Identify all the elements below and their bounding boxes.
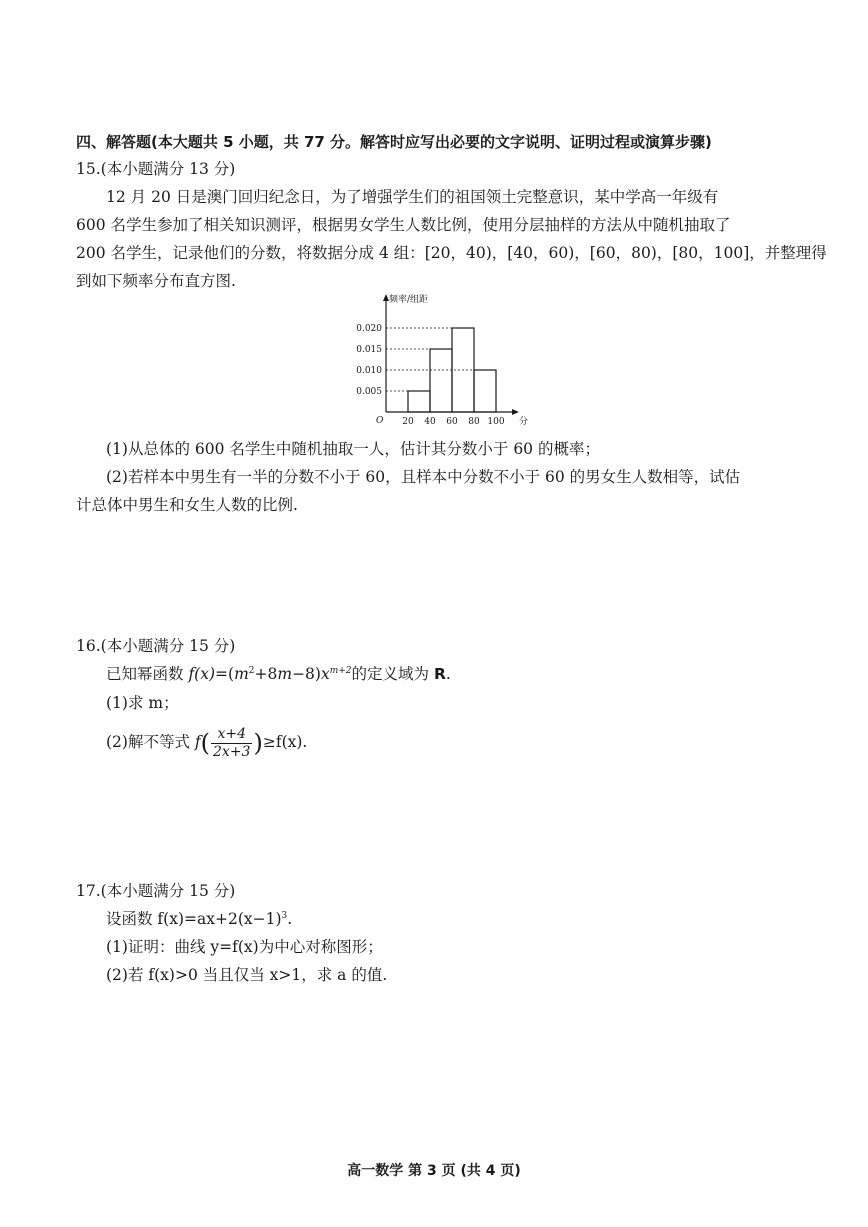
x-tick-label-4: 100 [487, 417, 505, 427]
y-tick-label-0: 0.005 [356, 387, 382, 397]
q15-body-line-4: 到如下频率分布直方图. [76, 272, 236, 290]
origin-label: O [376, 416, 384, 426]
q16-part2: (2)解不等式 f( $\frac{x+4}{2x+3}$ )≥f(x). [106, 725, 308, 760]
x-axis-arrow [512, 409, 519, 415]
q17-part1: (1)证明：曲线 y=f(x)为中心对称图形； [106, 938, 383, 956]
page-footer: 高一数学 第 3 页 (共 4 页) [347, 1163, 521, 1179]
q15-body-line-3: 200 名学生，记录他们的分数，将数据分成 4 组：[20，40)，[40，60)，[60，80)，[80，100]，并整理得 [76, 244, 827, 262]
q15-heading: 15.(本小题满分 13 分) [76, 160, 236, 178]
x-tick-label-1: 40 [424, 417, 436, 427]
q15-part2-line-1: (2)若样本中男生有一半的分数不小于 60，且样本中分数不小于 60 的男女生人数相等，试估 [106, 468, 741, 486]
q16-heading: 16.(本小题满分 15 分) [76, 637, 236, 655]
x-tick-label-0: 20 [402, 417, 414, 427]
x-axis-label: 分 [519, 417, 529, 427]
histogram-bar-0 [408, 391, 430, 412]
q17-part2: (2)若 f(x)>0 当且仅当 x>1，求 a 的值. [106, 966, 388, 984]
q17-stem: 设函数 $f(x)=ax+2(x-1)^3$. [106, 910, 293, 928]
q15-part2-line-2: 计总体中男生和女生人数的比例. [76, 496, 298, 514]
y-tick-label-2: 0.015 [356, 345, 382, 355]
frequency-histogram [344, 292, 529, 432]
x-tick-label-3: 80 [468, 417, 480, 427]
histogram-bar-3 [474, 370, 496, 412]
q17-heading: 17.(本小题满分 15 分) [76, 882, 236, 900]
y-tick-label-1: 0.010 [356, 366, 382, 376]
q15-part1: (1)从总体的 600 名学生中随机抽取一人，估计其分数小于 60 的概率； [106, 440, 600, 458]
q16-stem: 已知幂函数 $f(x)=(m^2+8m-8)x^{m+2}$的定义域为 R. [106, 665, 451, 683]
q15-body-line-2: 600 名学生参加了相关知识测评，根据男女学生人数比例，使用分层抽样的方法从中随机抽取了 [76, 216, 731, 234]
section-header: 四、解答题(本大题共 5 小题，共 77 分。解答时应写出必要的文字说明、证明过程或演算步骤) [76, 133, 712, 151]
y-tick-label-3: 0.020 [356, 324, 382, 334]
y-axis-label: 频率/组距 [389, 295, 429, 305]
q15-body-line-1: 12 月 20 日是澳门回归纪念日，为了增强学生们的祖国领土完整意识，某中学高一年级有 [106, 188, 719, 206]
histogram-bar-1 [430, 349, 452, 412]
q16-part1: (1)求 m； [106, 694, 179, 712]
x-tick-label-2: 60 [446, 417, 458, 427]
